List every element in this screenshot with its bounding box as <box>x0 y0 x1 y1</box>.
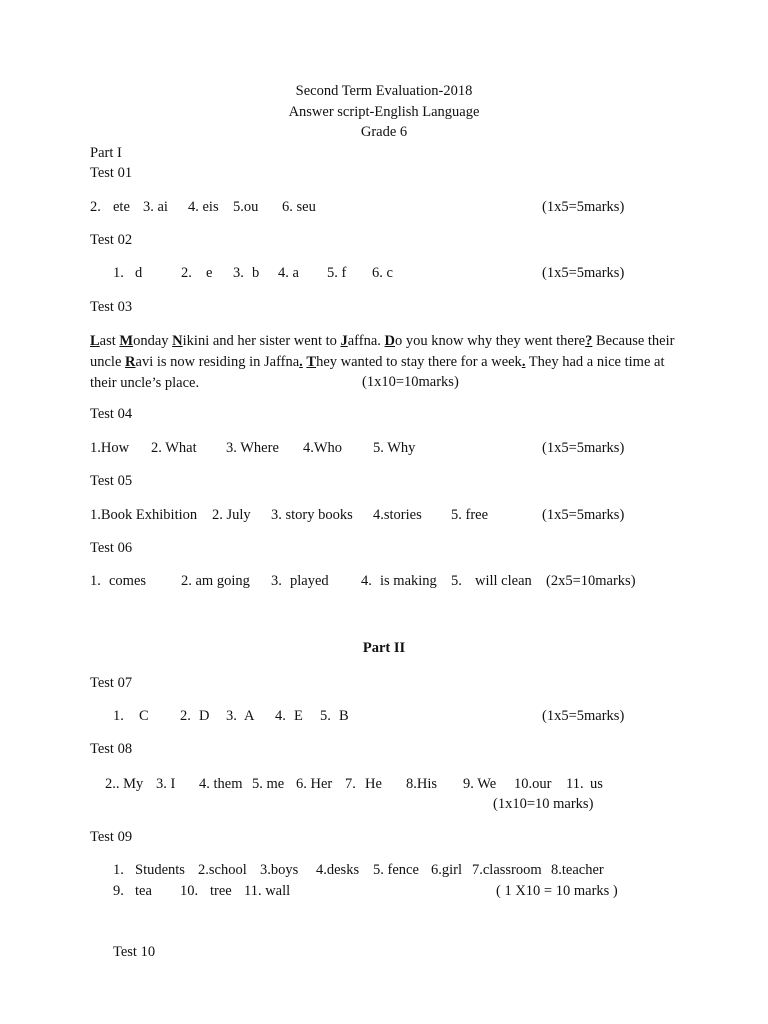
test02-item: b <box>252 265 260 281</box>
test09-label: Test 09 <box>90 829 133 845</box>
test07-item: C <box>139 708 149 724</box>
test09-item: 2.school <box>198 862 247 878</box>
part1-title: Part I <box>90 145 122 161</box>
punct-answer: . <box>299 354 303 370</box>
punct-answer: L <box>90 333 100 349</box>
test06-item: played <box>290 573 329 589</box>
punct-answer: M <box>119 333 134 349</box>
punct-answer: N <box>172 333 183 349</box>
test04-label: Test 04 <box>90 406 133 422</box>
test09-item: tea <box>135 883 152 899</box>
test09-item: 10. <box>180 883 199 899</box>
test04-item: 2. What <box>151 440 197 456</box>
test09-item: 1. <box>113 862 124 878</box>
text-run: o you know why they went there <box>395 333 586 349</box>
test09-item: Students <box>135 862 185 878</box>
test01-item: 6. seu <box>282 199 316 215</box>
punct-answer: . <box>521 354 526 370</box>
test08-item: 6. Her <box>296 776 333 792</box>
test02-item: d <box>135 265 143 281</box>
test01-label: Test 01 <box>90 165 133 181</box>
test02-item: 2. <box>181 265 192 281</box>
test07-item: E <box>294 708 303 724</box>
test04-item: 1.How <box>90 440 130 456</box>
test08-item: 9. We <box>463 776 497 792</box>
punct-answer: T <box>306 354 317 370</box>
test03-marks: (1x10=10marks) <box>362 374 459 390</box>
test09-marks: ( 1 X10 = 10 marks ) <box>496 883 618 899</box>
text-run: affna. <box>347 333 385 349</box>
test08-item: 7. <box>345 776 356 792</box>
test08-item: 10.our <box>514 776 552 792</box>
test07-item: 1. <box>113 708 124 724</box>
test09-item: 9. <box>113 883 124 899</box>
test05-item: 3. story books <box>271 507 353 523</box>
text-run: hey wanted to stay there for a week <box>316 354 522 370</box>
test02-item: 6. c <box>372 265 393 281</box>
doc-grade: Grade 6 <box>360 124 408 140</box>
test04-item: 4.Who <box>303 440 343 456</box>
text-run: avi is now residing in Jaffna <box>135 354 300 370</box>
test01-item: 3. ai <box>143 199 168 215</box>
test07-marks: (1x5=5marks) <box>542 708 625 724</box>
test02-item: e <box>206 265 213 281</box>
test08-item: 8.His <box>406 776 438 792</box>
test09-item: 5. fence <box>373 862 419 878</box>
test04-marks: (1x5=5marks) <box>542 440 625 456</box>
punct-answer: ? <box>585 333 593 349</box>
test06-marks: (2x5=10marks) <box>546 573 636 589</box>
test05-label: Test 05 <box>90 473 133 489</box>
test02-item: 1. <box>113 265 124 281</box>
test06-label: Test 06 <box>90 540 133 556</box>
test07-item: D <box>199 708 210 724</box>
test05-marks: (1x5=5marks) <box>542 507 625 523</box>
test06-item: 5. <box>451 573 462 589</box>
test08-label: Test 08 <box>90 741 133 757</box>
test09-item: 4.desks <box>316 862 360 878</box>
punct-answer: D <box>384 333 396 349</box>
test05-item: 1.Book Exhibition <box>90 507 198 523</box>
test04-item: 5. Why <box>373 440 416 456</box>
test02-marks: (1x5=5marks) <box>542 265 625 281</box>
test07-item: 3. <box>226 708 237 724</box>
test02-item: 5. f <box>327 265 347 281</box>
text-run: Because their uncle <box>90 333 675 370</box>
test02-label: Test 02 <box>90 232 133 248</box>
doc-title: Second Term Evaluation-2018 <box>295 83 473 99</box>
test06-item: is making <box>380 573 437 589</box>
punct-answer: R <box>125 354 136 370</box>
test08-item: He <box>365 776 382 792</box>
test07-item: 2. <box>180 708 191 724</box>
test06-item: 4. <box>361 573 372 589</box>
test07-item: 4. <box>275 708 286 724</box>
test01-item: 5.ou <box>233 199 259 215</box>
test09-item: 3.boys <box>260 862 299 878</box>
test06-item: 3. <box>271 573 282 589</box>
test07-item: A <box>244 708 255 724</box>
test03-label: Test 03 <box>90 299 133 315</box>
test05-item: 2. July <box>212 507 251 523</box>
test09-item: tree <box>210 883 232 899</box>
test07-label: Test 07 <box>90 675 133 691</box>
test01-item: ete <box>113 199 130 215</box>
punct-answer: J <box>340 333 348 349</box>
test09-item: 6.girl <box>431 862 463 878</box>
test08-item: 4. them <box>199 776 243 792</box>
text-run: onday <box>133 333 173 349</box>
test08-item: us <box>590 776 603 792</box>
test08-item: 11. <box>566 776 584 792</box>
test08-item: 5. me <box>252 776 285 792</box>
test07-item: 5. <box>320 708 331 724</box>
text-run: They had a nice time at their uncle’s place. <box>90 354 665 391</box>
test02-item: 4. a <box>278 265 299 281</box>
test06-item: comes <box>109 573 147 589</box>
test01-marks: (1x5=5marks) <box>542 199 625 215</box>
test06-item: 1. <box>90 573 101 589</box>
test06-item: will clean <box>475 573 532 589</box>
test02-item: 3. <box>233 265 244 281</box>
test01-item: 4. eis <box>188 199 219 215</box>
text-run: ast <box>99 333 120 349</box>
test01-item: 2. <box>90 199 101 215</box>
test06-item: 2. am going <box>181 573 250 589</box>
test09-item: 7.classroom <box>472 862 542 878</box>
part2-title: Part II <box>362 640 406 656</box>
test09-item: 8.teacher <box>551 862 604 878</box>
test08-marks: (1x10=10 marks) <box>493 796 594 812</box>
test08-item: 2.. My <box>105 776 144 792</box>
test04-item: 3. Where <box>226 440 279 456</box>
test05-item: 4.stories <box>373 507 422 523</box>
test05-item: 5. free <box>451 507 489 523</box>
test10-label: Test 10 <box>113 944 156 960</box>
test09-item: 11. wall <box>244 883 291 899</box>
test08-item: 3. I <box>156 776 176 792</box>
doc-subtitle: Answer script-English Language <box>288 104 480 120</box>
test07-item: B <box>339 708 349 724</box>
text-run: ikini and her sister went to <box>182 333 341 349</box>
